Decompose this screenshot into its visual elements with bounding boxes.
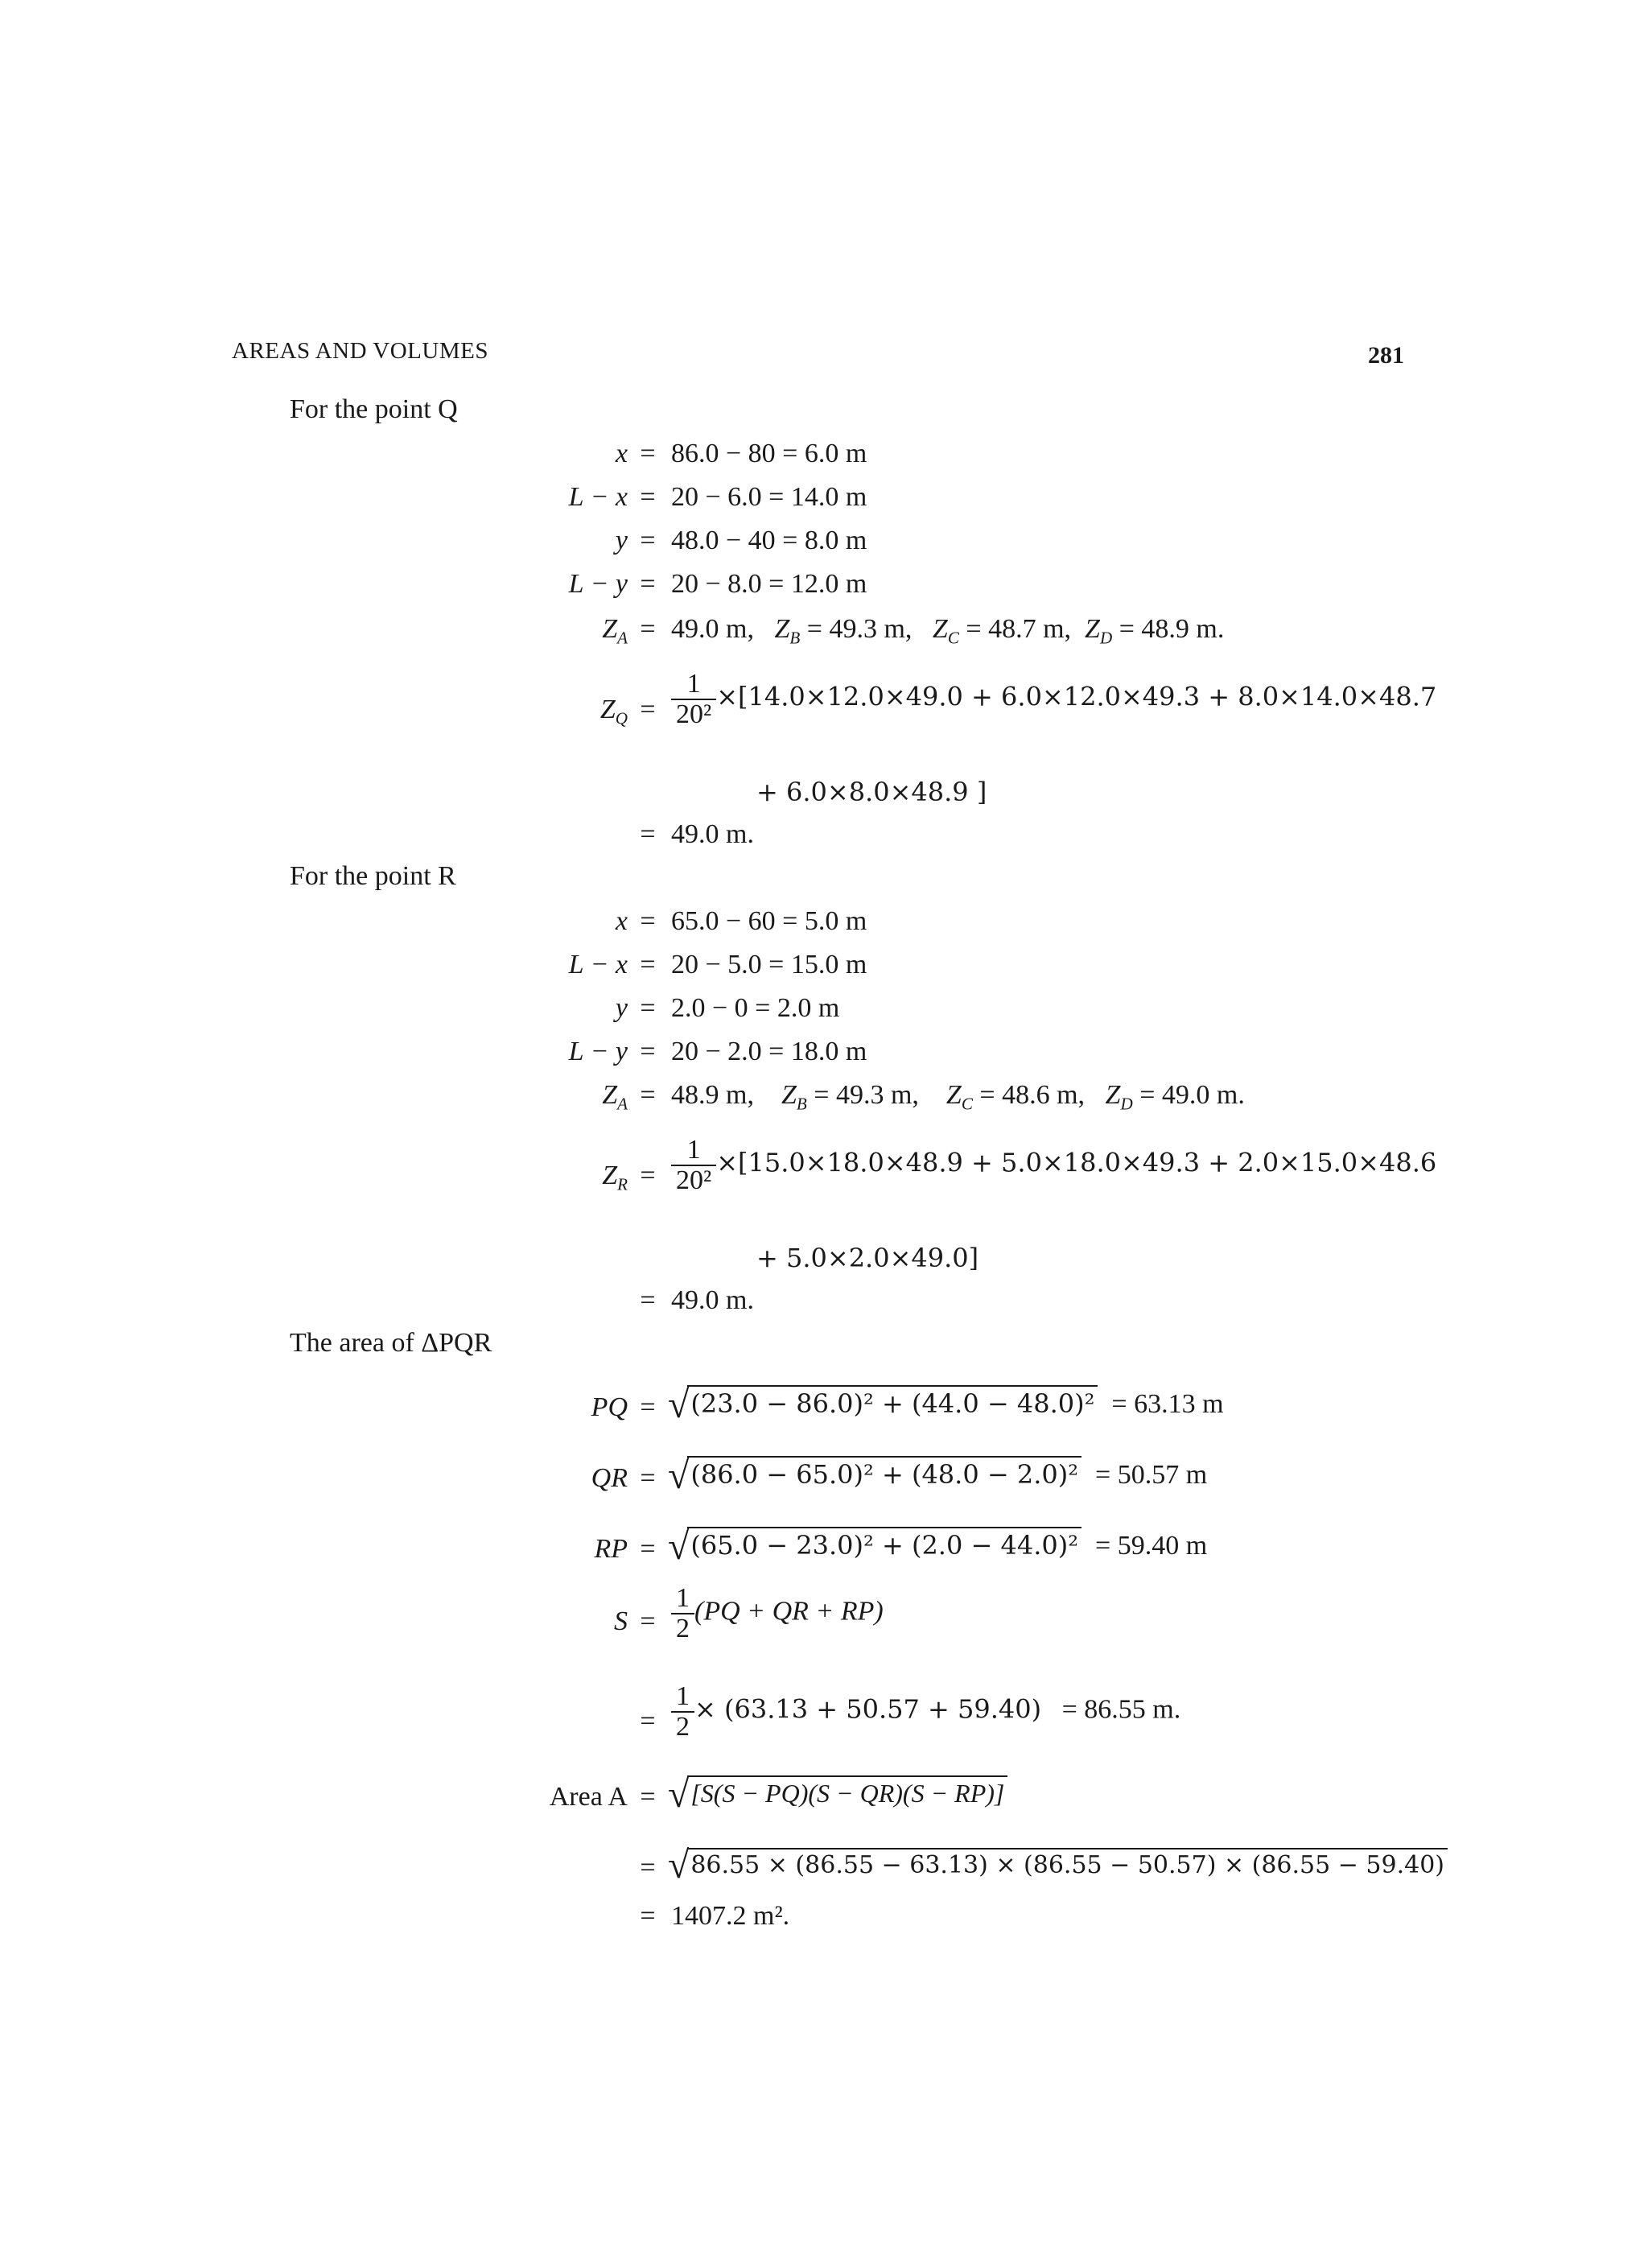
eq-lhs-y: y bbox=[615, 526, 628, 555]
eq-lhs-pq: PQ bbox=[591, 1392, 628, 1422]
eq-lhs-zr: $Z_R$ bbox=[602, 1161, 628, 1194]
za-value: 49.0 m, bbox=[671, 614, 754, 644]
eq-rhs-area bbox=[668, 1772, 1007, 1816]
eq-lhs-x: x bbox=[615, 906, 628, 936]
pq-result: = 63.13 m bbox=[1111, 1389, 1224, 1419]
eq-sign: = bbox=[640, 1534, 656, 1564]
eq-lhs-y: y bbox=[615, 993, 628, 1023]
eq-sign: = bbox=[640, 1463, 656, 1493]
s-numeric-expression: × (63.13 + 50.57 + 59.40) bbox=[694, 1693, 1042, 1725]
eq-lhs-s: S bbox=[614, 1606, 628, 1636]
running-header: AREAS AND VOLUMES bbox=[232, 338, 488, 364]
eq-sign: = bbox=[640, 482, 656, 512]
eq-lhs-area: Area A bbox=[549, 1782, 628, 1812]
eq-rhs-l-minus-y: 20 − 8.0 = 12.0 m bbox=[671, 569, 867, 599]
s-result: = 86.55 m. bbox=[1061, 1694, 1181, 1725]
eq-rhs-x: 86.0 − 80 = 6.0 m bbox=[671, 439, 867, 468]
eq-sign: = bbox=[640, 1901, 656, 1931]
zc-value: 48.6 m, bbox=[1002, 1080, 1086, 1110]
sqrt-area-numeric: √86.55 × (86.55 − 63.13) × (86.55 − 50.57) × (86.55 − 59.40) bbox=[668, 1843, 1448, 1887]
eq-rhs-l-minus-y: 20 − 2.0 = 18.0 m bbox=[671, 1037, 867, 1066]
eq-rhs-s-numeric bbox=[671, 1682, 1180, 1741]
eq-rhs-y: 48.0 − 40 = 8.0 m bbox=[671, 526, 867, 555]
eq-sign: = bbox=[640, 906, 656, 936]
eq-rhs-pq bbox=[668, 1383, 1224, 1427]
eq-sign: = bbox=[640, 819, 656, 849]
radical-icon: √ bbox=[668, 1454, 690, 1497]
fraction-one-half: $\frac{1}{2}$ bbox=[671, 1682, 694, 1741]
eq-sign: = bbox=[640, 569, 656, 599]
za-value: 48.9 m, bbox=[671, 1080, 754, 1110]
eq-sign: = bbox=[640, 1392, 656, 1422]
eq-rhs-zq bbox=[671, 670, 1436, 728]
fraction-one-over-twenty-squared: $\frac{1}{\text{20²}}$ bbox=[671, 1136, 716, 1194]
eq-lhs-qr: QR bbox=[591, 1463, 628, 1493]
eq-sign: = bbox=[640, 439, 656, 468]
eq-rhs-l-minus-x: 20 − 5.0 = 15.0 m bbox=[671, 950, 867, 979]
zb-value: 49.3 m, bbox=[829, 614, 913, 644]
eq-rhs-zr bbox=[671, 1136, 1436, 1194]
eq-rhs-s bbox=[671, 1584, 884, 1643]
eq-sign: = bbox=[640, 950, 656, 979]
radical-icon: √ bbox=[668, 1525, 690, 1568]
zd-value: 48.9 m. bbox=[1141, 614, 1225, 644]
zq-expression-line1: ×[14.0×12.0×49.0 + 6.0×12.0×49.3 + 8.0×14.0×48.7 bbox=[716, 681, 1437, 712]
eq-sign: = bbox=[640, 1285, 656, 1315]
eq-sign: = bbox=[640, 1606, 656, 1636]
page-number: 281 bbox=[1368, 342, 1404, 369]
sqrt-area: √[S(S − PQ)(S − QR)(S − RP)] bbox=[668, 1772, 1007, 1816]
zd-value: 49.0 m. bbox=[1161, 1080, 1245, 1110]
eq-sign: = bbox=[640, 1161, 656, 1190]
rp-result: = 59.40 m bbox=[1095, 1531, 1208, 1561]
eq-sign: = bbox=[640, 614, 656, 644]
section-label-area: The area of ΔPQR bbox=[290, 1328, 492, 1358]
eq-rhs-y: 2.0 − 0 = 2.0 m bbox=[671, 993, 840, 1023]
eq-sign: = bbox=[640, 1080, 656, 1110]
section-label-q: For the point Q bbox=[290, 394, 458, 424]
zq-expression-line2: + 6.0×8.0×48.9 ] bbox=[756, 777, 987, 807]
sqrt-pq: √(23.0 − 86.0)² + (44.0 − 48.0)² bbox=[668, 1383, 1098, 1427]
zc-value: 48.7 m, bbox=[988, 614, 1072, 644]
eq-lhs-za: $Z_A$ bbox=[602, 614, 628, 648]
area-result: 1407.2 m². bbox=[671, 1901, 790, 1931]
eq-lhs-l-minus-x: L − x bbox=[568, 482, 628, 512]
eq-sign: = bbox=[640, 1853, 656, 1882]
eq-rhs-qr bbox=[668, 1454, 1207, 1498]
eq-sign: = bbox=[640, 1782, 656, 1812]
zr-expression-line1: ×[15.0×18.0×48.9 + 5.0×18.0×49.3 + 2.0×15.0×48.6 bbox=[716, 1147, 1437, 1178]
eq-rhs-elevations-r: 48.9 m, $Z_B = 49.3$ m, $Z_C = 48.6$ m, $Z_D = 49.0$ m. bbox=[671, 1080, 1245, 1114]
eq-sign: = bbox=[640, 695, 656, 724]
eq-lhs-za: $Z_A$ bbox=[602, 1080, 628, 1114]
eq-rhs-x: 65.0 − 60 = 5.0 m bbox=[671, 906, 867, 936]
radical-icon: √ bbox=[668, 1844, 690, 1887]
eq-sign: = bbox=[640, 526, 656, 555]
eq-rhs-rp bbox=[668, 1524, 1207, 1569]
eq-lhs-l-minus-x: L − x bbox=[568, 950, 628, 979]
eq-lhs-l-minus-y: L − y bbox=[568, 1037, 628, 1066]
qr-result: = 50.57 m bbox=[1095, 1460, 1208, 1490]
zb-value: 49.3 m, bbox=[835, 1080, 919, 1110]
eq-rhs-area-numeric bbox=[668, 1843, 1448, 1887]
zq-result: 49.0 m. bbox=[671, 819, 754, 849]
eq-lhs-zq: $Z_Q$ bbox=[599, 695, 628, 728]
zr-result: 49.0 m. bbox=[671, 1285, 754, 1315]
eq-lhs-l-minus-y: L − y bbox=[568, 569, 628, 599]
eq-lhs-rp: RP bbox=[594, 1534, 628, 1564]
sqrt-rp: √(65.0 − 23.0)² + (2.0 − 44.0)² bbox=[668, 1524, 1082, 1569]
s-expression: (PQ + QR + RP) bbox=[694, 1596, 884, 1627]
eq-sign: = bbox=[640, 1037, 656, 1066]
radical-icon: √ bbox=[668, 1773, 690, 1816]
eq-sign: = bbox=[640, 1706, 656, 1736]
fraction-one-half: $\frac{1}{2}$ bbox=[671, 1584, 694, 1643]
eq-lhs-x: x bbox=[615, 439, 628, 468]
zr-expression-line2: + 5.0×2.0×49.0] bbox=[756, 1243, 979, 1273]
fraction-one-over-twenty-squared: $\frac{1}{\text{20²}}$ bbox=[671, 670, 716, 728]
section-label-r: For the point R bbox=[290, 861, 456, 891]
eq-rhs-elevations-q: 49.0 m, $Z_B = 49.3$ m, $Z_C = 48.7$ m, $Z_D = 48.9$ m. bbox=[671, 614, 1225, 648]
eq-sign: = bbox=[640, 993, 656, 1023]
eq-rhs-l-minus-x: 20 − 6.0 = 14.0 m bbox=[671, 482, 867, 512]
radical-icon: √ bbox=[668, 1383, 690, 1426]
sqrt-qr: √(86.0 − 65.0)² + (48.0 − 2.0)² bbox=[668, 1454, 1082, 1498]
